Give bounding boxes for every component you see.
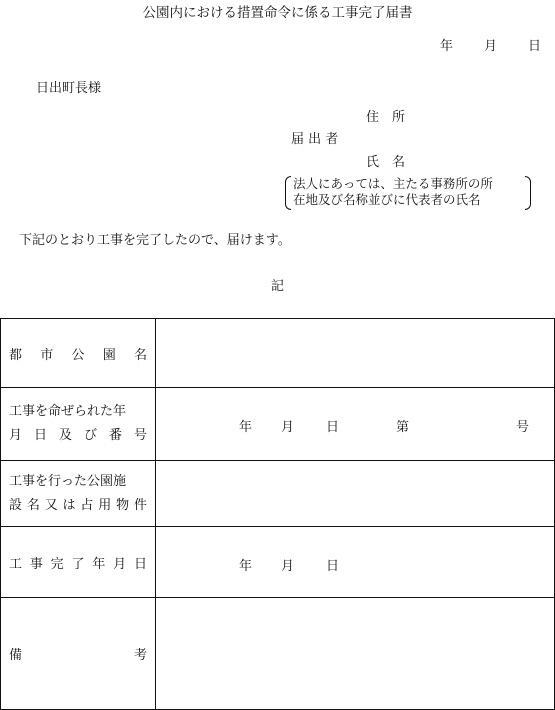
remarks-text	[9, 644, 155, 663]
park-name-value[interactable]	[156, 319, 555, 388]
label-char: 工	[9, 556, 23, 572]
completion-day: 日	[326, 559, 340, 574]
label-char: 日	[133, 556, 147, 572]
label-char: 日	[33, 428, 47, 443]
left-bracket	[285, 176, 291, 210]
label-char: 市	[40, 347, 54, 363]
body-text: 下記のとおり工事を完了したので、届けます。	[19, 233, 291, 248]
label-char: 及	[58, 428, 72, 443]
label-char: 物	[116, 497, 130, 513]
label-char: 完	[50, 556, 64, 572]
table-row	[1, 388, 555, 461]
date-month: 月	[484, 39, 498, 54]
ki-heading: 記	[270, 279, 284, 294]
label-char: 公	[71, 347, 85, 363]
label-char: は	[62, 497, 76, 513]
facility-value[interactable]	[156, 461, 555, 527]
label-char: 又	[44, 497, 58, 513]
order-date-value[interactable]	[156, 388, 555, 461]
order-month: 月	[281, 420, 295, 435]
note-line-2: 在地及び名称並びに代表者の氏名	[293, 192, 481, 207]
label-char: 番	[108, 428, 122, 443]
label-char: び	[83, 428, 97, 443]
remarks-char-2: 考	[133, 648, 147, 663]
facility-line-2	[9, 494, 155, 518]
facility-label	[1, 461, 156, 527]
label-char: 了	[71, 556, 85, 572]
order-day: 日	[326, 420, 340, 435]
completion-year: 年	[239, 559, 253, 574]
label-char: 名	[26, 497, 40, 513]
address-label: 住 所	[366, 110, 406, 125]
label-char: 事	[29, 556, 43, 572]
table-row	[1, 527, 555, 598]
label-char: 用	[98, 497, 112, 513]
order-date-line-2	[9, 424, 155, 448]
submission-date	[440, 40, 541, 53]
date-year: 年	[440, 39, 454, 54]
name-label: 氏 名	[366, 155, 406, 170]
note-line-1: 法人にあっては、主たる事務所の所	[293, 176, 493, 191]
remarks-label	[1, 598, 156, 710]
label-char: 月	[9, 428, 23, 443]
right-bracket	[525, 176, 531, 210]
label-char: 占	[80, 497, 94, 513]
table-row	[1, 319, 555, 388]
label-char: 設	[9, 497, 23, 513]
label-char: 月	[113, 556, 127, 572]
remarks-char-1: 備	[9, 648, 23, 663]
completion-date-label	[1, 527, 156, 598]
table-row	[1, 461, 555, 527]
completion-month: 月	[281, 559, 295, 574]
park-name-label	[1, 319, 156, 388]
completion-date-text	[9, 553, 155, 572]
notifier-label: 届 出 者	[291, 132, 339, 147]
park-name-text	[9, 344, 155, 363]
addressee: 日出町長様	[36, 81, 102, 96]
completion-date-value[interactable]	[156, 527, 555, 598]
details-table	[0, 318, 555, 710]
order-date-line-1: 工事を命ぜられた年	[9, 404, 127, 419]
label-char: 年	[92, 556, 106, 572]
order-year: 年	[239, 420, 253, 435]
order-date-label	[1, 388, 156, 461]
document-title: 公園内における措置命令に係る工事完了届書	[142, 5, 413, 21]
date-day: 日	[528, 39, 542, 54]
order-dai: 第	[396, 420, 410, 435]
label-char: 名	[133, 347, 147, 363]
table-row	[1, 598, 555, 710]
label-char: 都	[9, 347, 23, 363]
label-char: 件	[133, 497, 147, 513]
facility-line-1: 工事を行った公園施	[9, 473, 127, 489]
label-char: 号	[133, 428, 147, 443]
order-go: 号	[516, 420, 530, 435]
label-char: 園	[102, 347, 116, 363]
remarks-value[interactable]	[156, 598, 555, 710]
